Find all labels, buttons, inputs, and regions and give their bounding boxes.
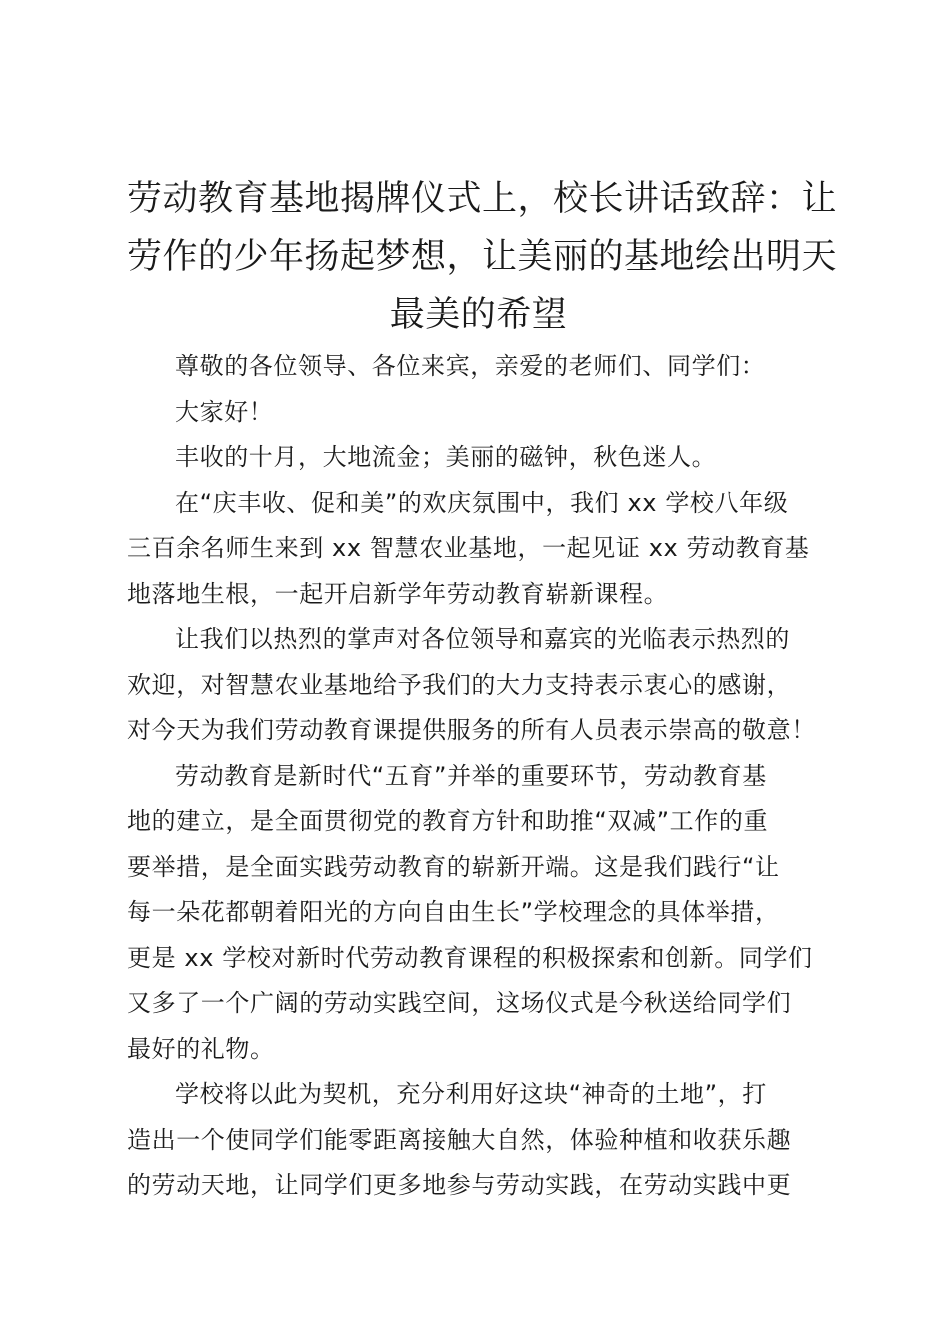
body-paragraph (127, 617, 830, 754)
document-content (127, 170, 838, 1209)
paragraph-line: 三百余名师生来到 xx 智慧农业基地，一起见证 xx 劳动教育基 (127, 534, 810, 562)
title-line: 最美的希望 (389, 295, 568, 335)
paragraph-line: 欢迎，对智慧农业基地给予我们的大力支持表示衷心的感谢， (127, 670, 792, 699)
body-paragraph (127, 435, 830, 481)
paragraph-line: 对今天为我们劳动教育课提供服务的所有人员表示崇高的敬意！ (127, 716, 816, 744)
greeting-paragraph (127, 390, 830, 436)
title-line: 劳动教育基地揭牌仪式上，校长讲话致辞：让 (127, 179, 838, 219)
body-paragraph (127, 481, 830, 618)
paragraph-line: 又多了一个广阔的劳动实践空间，这场仪式是今秋送给同学们 (127, 989, 792, 1017)
paragraph-line: 学校将以此为契机，充分利用好这块“神奇的土地”，打 (175, 1080, 767, 1108)
paragraph-line: 最好的礼物。 (127, 1034, 275, 1063)
body-paragraph (127, 754, 830, 1073)
paragraph-line: 在“庆丰收、促和美”的欢庆氛围中，我们 xx 学校八年级 (175, 488, 789, 517)
body-paragraph (127, 1072, 830, 1209)
paragraph-line: 每一朵花都朝着阳光的方向自由生长”学校理念的具体举措， (127, 898, 780, 926)
paragraph-line: 造出一个使同学们能零距离接触大自然，体验种植和收获乐趣 (127, 1125, 792, 1154)
paragraph-line: 地落地生根，一起开启新学年劳动教育崭新课程。 (127, 579, 669, 608)
paragraph-line: 尊敬的各位领导、各位来宾，亲爱的老师们、同学们： (175, 352, 766, 380)
paragraph-line: 要举措，是全面实践劳动教育的崭新开端。这是我们践行“让 (127, 852, 780, 881)
title-line: 劳作的少年扬起梦想，让美丽的基地绘出明天 (127, 237, 838, 277)
paragraph-line: 的劳动天地，让同学们更多地参与劳动实践，在劳动实践中更 (127, 1171, 792, 1199)
paragraph-line: 大家好！ (175, 397, 274, 426)
paragraph-line: 更是 xx 学校对新时代劳动教育课程的积极探索和创新。同学们 (127, 943, 813, 972)
paragraph-line: 让我们以热烈的掌声对各位领导和嘉宾的光临表示热烈的 (175, 625, 790, 653)
paragraph-line: 丰收的十月，大地流金；美丽的磁钟，秋色迷人。 (175, 443, 717, 471)
paragraph-line: 劳动教育是新时代“五育”并举的重要环节，劳动教育基 (175, 761, 767, 790)
document-title (127, 170, 838, 344)
salutation-paragraph (127, 344, 830, 390)
document-body (127, 344, 830, 1209)
paragraph-line: 地的建立，是全面贯彻党的教育方针和助推“双减”工作的重 (127, 807, 769, 835)
